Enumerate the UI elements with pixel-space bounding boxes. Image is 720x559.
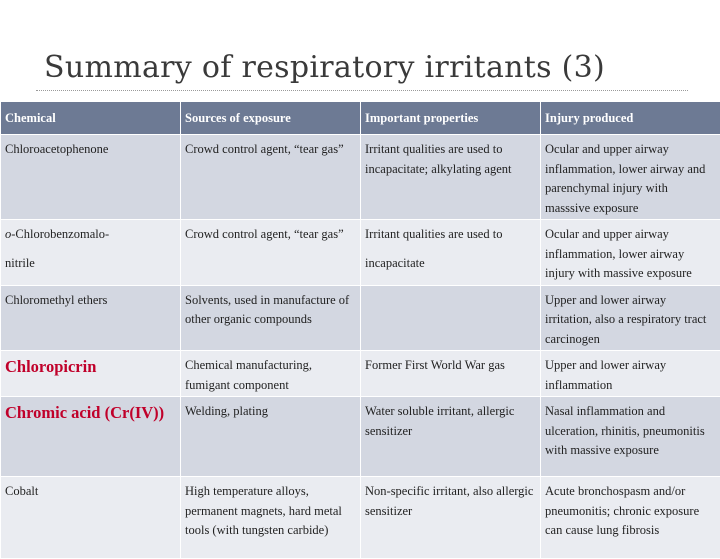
slide-title: Summary of respiratory irritants (3): [44, 50, 605, 85]
cell-chemical: Chromic acid (Cr(IV)): [1, 397, 181, 477]
chemical-line-2: nitrile: [5, 254, 176, 274]
header-sources: Sources of exposure: [181, 102, 361, 135]
table-row: [1, 135, 720, 220]
table-row: [1, 285, 720, 351]
cell-chemical: Chloropicrin: [1, 351, 181, 397]
table-header-row: [1, 102, 720, 135]
cell-chemical: Cobalt: [1, 477, 181, 559]
cell-sources: Welding, plating: [181, 397, 361, 477]
cell-sources: Chemical manufacturing, fumigant component: [181, 351, 361, 397]
title-divider: [36, 90, 688, 91]
header-injury: Injury produced: [541, 102, 720, 135]
cell-chemical: [1, 220, 181, 286]
table-row: [1, 477, 720, 559]
cell-sources: Solvents, used in manufacture of other organic compounds: [181, 285, 361, 351]
cell-properties: [361, 285, 541, 351]
cell-injury: Acute bronchospasm and/or pneumonitis; chronic exposure can cause lung fibrosis: [541, 477, 720, 559]
cell-chemical: Chloroacetophenone: [1, 135, 181, 220]
cell-properties: [361, 220, 541, 286]
cell-sources: Crowd control agent, “tear gas”: [181, 135, 361, 220]
cell-sources: Crowd control agent, “tear gas”: [181, 220, 361, 286]
table-row: [1, 397, 720, 477]
cell-properties: Water soluble irritant, allergic sensitizer: [361, 397, 541, 477]
header-chemical: Chemical: [1, 102, 181, 135]
cell-injury: Ocular and upper airway inflammation, lower airway injury with massive exposure: [541, 220, 720, 286]
cell-injury: Upper and lower airway irritation, also a respiratory tract carcinogen: [541, 285, 720, 351]
chemical-italic-prefix: o: [5, 227, 11, 241]
chemical-line-1: -Chlorobenzomalo-: [11, 227, 109, 241]
properties-line-2: incapacitate: [365, 254, 536, 274]
cell-sources: High temperature alloys, permanent magnets, hard metal tools (with tungsten carbide): [181, 477, 361, 559]
table-row: [1, 351, 720, 397]
cell-properties: Non-specific irritant, also allergic sensitizer: [361, 477, 541, 559]
cell-injury: Ocular and upper airway inflammation, lower airway and parenchymal injury with masssive exposure: [541, 135, 720, 220]
header-properties: Important properties: [361, 102, 541, 135]
irritants-table: [0, 101, 720, 559]
table-row: [1, 220, 720, 286]
cell-injury: Upper and lower airway inflammation: [541, 351, 720, 397]
cell-properties: Irritant qualities are used to incapacitate; alkylating agent: [361, 135, 541, 220]
properties-line-1: Irritant qualities are used to: [365, 227, 502, 241]
cell-chemical: Chloromethyl ethers: [1, 285, 181, 351]
cell-injury: Nasal inflammation and ulceration, rhinitis, pneumonitis with massive exposure: [541, 397, 720, 477]
cell-properties: Former First World War gas: [361, 351, 541, 397]
